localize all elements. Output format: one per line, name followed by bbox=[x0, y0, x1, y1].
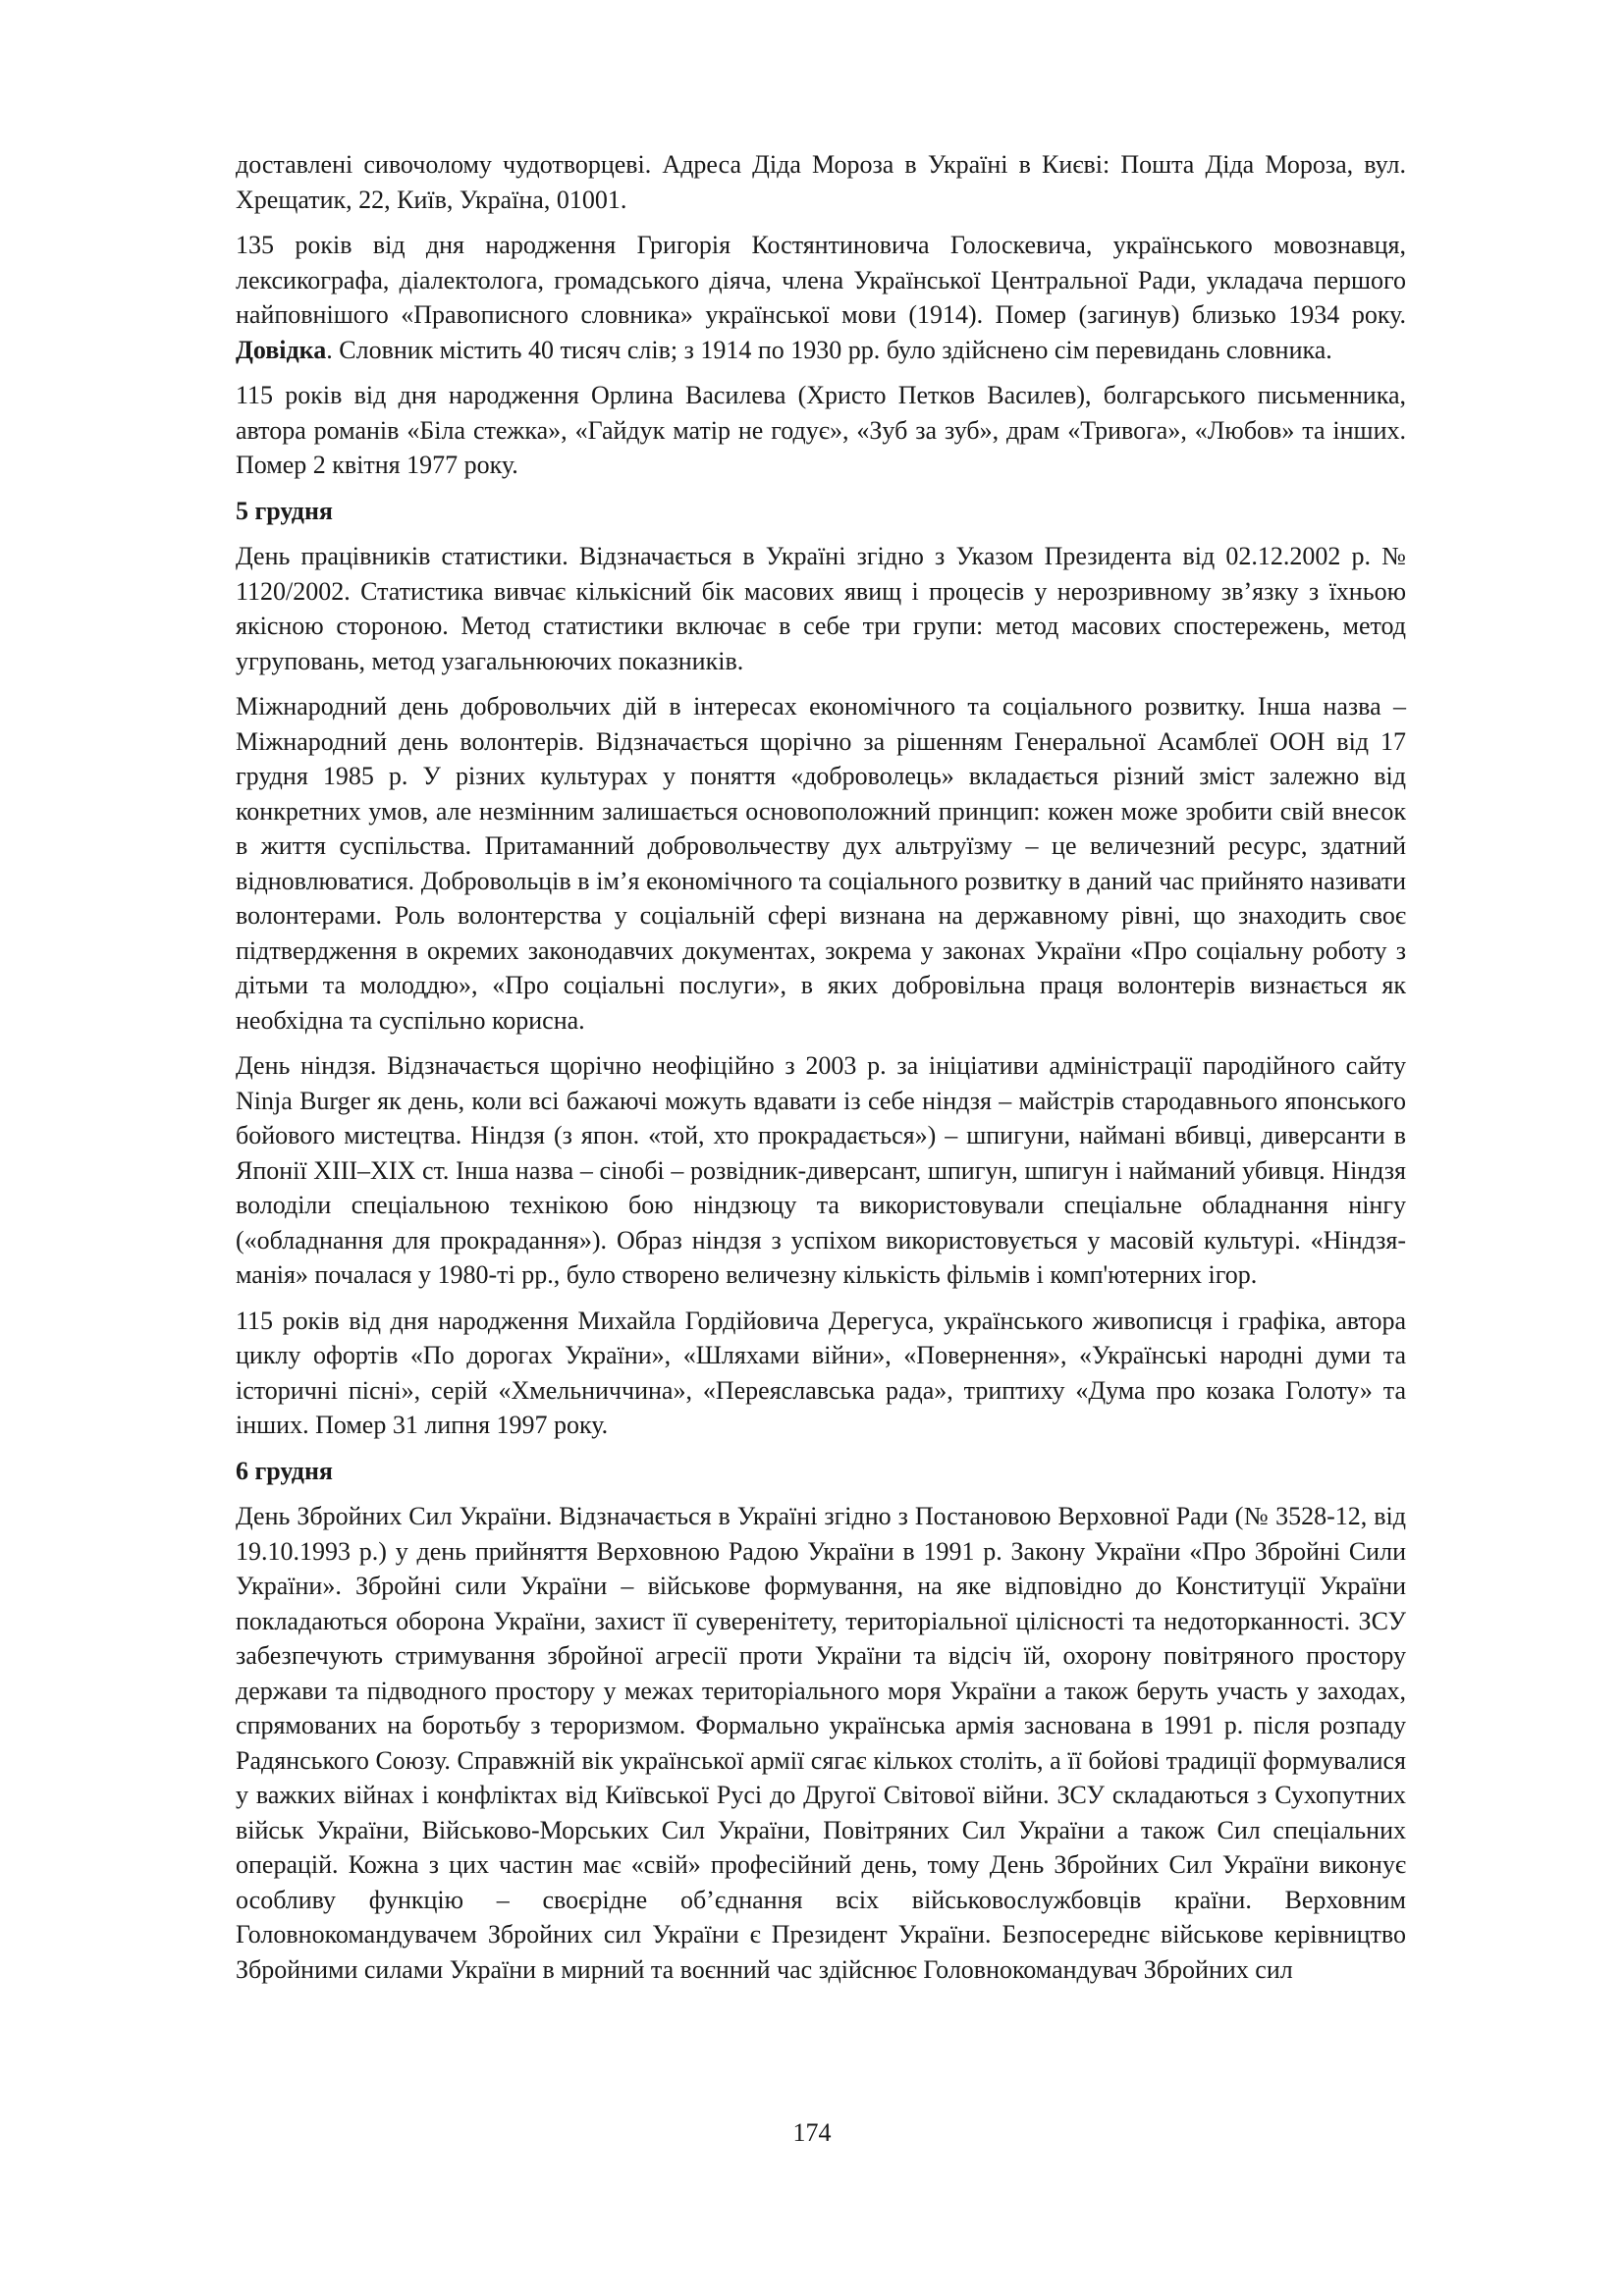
document-page bbox=[236, 147, 1406, 1998]
paragraph-vasylev: 115 років від дня народження Орлина Василева (Христо Петков Василев), болгарського письменника, автора романів «Біла стежка», «Гайдук матір не годує», «Зуб за зуб», драм «Тривога», «Любов» та інших. Помер 2 квітня 1977 року. bbox=[236, 381, 1406, 479]
paragraph-holoskevych bbox=[236, 228, 1406, 367]
holoskevych-text: 135 років від дня народження Григорія Костянтиновича Голоскевича, українського мовознавця, лексикографа, діалектолога, громадського діяча, члена Української Центральної Ради, укладача першого найповнішого «Правописного словника» української мови (1914). Помер (загинув) близько 1934 року. bbox=[236, 231, 1406, 329]
holoskevych-note: . Словник містить 40 тисяч слів; з 1914 по 1930 рр. було здійснено сім перевидань словника. bbox=[326, 335, 1332, 364]
heading-december-6: 6 грудня bbox=[236, 1456, 333, 1485]
paragraph-ninja-day: День ніндзя. Відзначається щорічно неофіційно з 2003 р. за ініціативи адміністрації пародійного сайту Ninja Burger як день, коли всі бажаючі можуть вдавати із себе ніндзя – майстрів стародавнього японського бойового мистецтва. Ніндзя (з япон. «той, хто прокрадається») – шпигуни, наймані вбивці, диверсанти в Японії XIII–XIX ст. Інша назва – сінобі – розвідник-диверсант, шпигун, шпигун і найманий убивця. Ніндзя володіли спеціальною технікою бою ніндзюцу та використовували спеціальне обладнання нінгу («обладнання для прокрадання»). Образ ніндзя з успіхом використовується у масовій культурі. «Ніндзя-манія» почалася у 1980-ті рр., було створено величезну кількість фільмів і комп'ютерних ігор. bbox=[236, 1051, 1406, 1289]
paragraph-deregus: 115 років від дня народження Михайла Гордійовича Дерегуса, українського живописця і графіка, автора циклу офортів «По дорогах України», «Шляхами війни», «Повернення», «Українські народні думи та історичні пісні», серій «Хмельниччина», «Переяславська рада», триптиху «Дума про козака Голоту» та інших. Помер 31 липня 1997 року. bbox=[236, 1306, 1406, 1439]
paragraph-ded-moroz-address: доставлені сивочолому чудотворцеві. Адреса Діда Мороза в Україні в Києві: Пошта Діда Мороза, вул. Хрещатик, 22, Київ, Україна, 01001. bbox=[236, 150, 1406, 214]
paragraph-statistics-day: День працівників статистики. Відзначається в Україні згідно з Указом Президента від 02.12.2002 р. № 1120/2002. Статистика вивчає кількісний бік масових явищ і процесів у нерозривному зв’язку з їхньою якісною стороною. Метод статистики включає в себе три групи: метод масових спостережень, метод угруповань, метод узагальнюючих показників. bbox=[236, 542, 1406, 675]
page-number: 174 bbox=[792, 2118, 832, 2147]
paragraph-volunteers-day: Міжнародний день добровольчих дій в інтересах економічного та соціального розвитку. Інша назва – Міжнародний день волонтерів. Відзначається щорічно за рішенням Генеральної Асамблеї ООН від 17 грудня 1985 р. У різних культурах у поняття «доброволець» вкладається різний зміст залежно від конкретних умов, але незмінним залишається основоположний принцип: кожен може зробити свій внесок в життя суспільства. Притаманний добровольчеству дух альтруїзму – це величезний ресурс, здатний відновлюватися. Добровольців в ім’я економічного та соціального розвитку в даний час прийнято називати волонтерами. Роль волонтерства у соціальній сфері визнана на державному рівні, що знаходить своє підтвердження в окремих законодавчих документах, зокрема у законах України «Про соціальну роботу з дітьми та молоддю», «Про соціальні послуги», в яких добровільна праця волонтерів визнається як необхідна та суспільно корисна. bbox=[236, 692, 1406, 1035]
paragraph-armed-forces-day: День Збройних Сил України. Відзначається в Україні згідно з Постановою Верховної Ради (№ 3528-12, від 19.10.1993 р.) у день прийняття Верховною Радою України в 1991 р. Закону України «Про Збройні Сили України». Збройні сили України – військове формування, на яке відповідно до Конституції України покладаються оборона України, захист її суверенітету, територіальної цілісності та недоторканності. ЗСУ забезпечують стримування збройної агресії проти України та відсіч їй, охорону повітряного простору держави та підводного простору у межах територіального моря України а також беруть участь у заходах, спрямованих на боротьбу з тероризмом. Формально українська армія заснована в 1991 р. після розпаду Радянського Союзу. Справжній вік української армії сягає кількох століть, а її бойові традиції формувалися у важких війнах і конфліктах від Київської Русі до Другої Світової війни. ЗСУ складаються з Сухопутних військ України, Військово-Морських Сил України, Повітряних Сил України а також Сил спеціальних операцій. Кожна з цих частин має «свій» професійний день, тому День Збройних Сил України виконує особливу функцію – своєрідне об’єднання всіх військовослужбовців країни. Верховним Головнокомандувачем Збройних сил України є Президент України. Безпосереднє військове керівництво Збройними силами України в мирний та воєнний час здійснює Головнокомандувач Збройних сил bbox=[236, 1502, 1406, 1984]
dovidka-label: Довідка bbox=[236, 335, 327, 364]
heading-december-5: 5 грудня bbox=[236, 496, 333, 525]
